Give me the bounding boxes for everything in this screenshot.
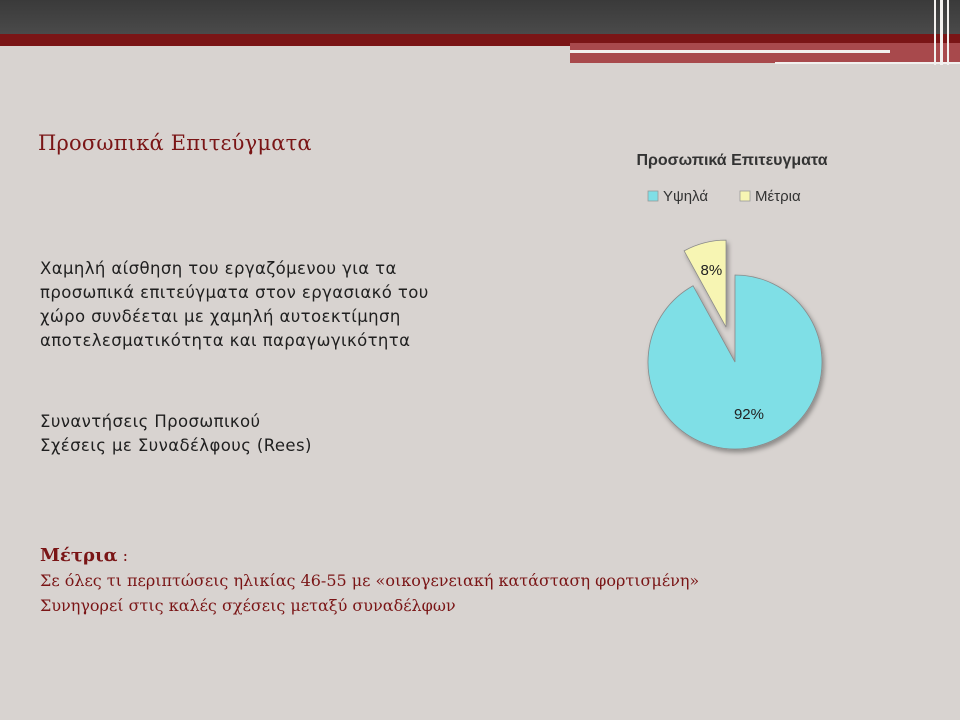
legend-swatch-high [648, 191, 658, 201]
legend-label-medium: Μέτρια [755, 188, 801, 205]
note-line: Σε όλες τι περιπτώσεις ηλικίας 46-55 με «οικογενειακή κατάσταση φορτισμένη» [40, 571, 700, 590]
header-right-shade [570, 43, 960, 63]
pie-label-high: 92% [733, 406, 764, 424]
header-vertical-line [934, 0, 936, 65]
pie-chart [590, 140, 910, 470]
header-red-band [0, 34, 960, 43]
body-paragraph [40, 257, 429, 353]
reference-list [40, 410, 312, 458]
body-line: προσωπικά επιτεύγματα στον εργασιακό του [40, 283, 429, 302]
header-vertical-line [940, 0, 943, 65]
reference-item: Συναντήσεις Προσωπικού [40, 412, 261, 431]
header-white-line-short [775, 62, 960, 64]
chart-title: Προσωπικά Επιτευγματα [636, 152, 828, 169]
legend-swatch-medium [740, 191, 750, 201]
header-white-line [570, 50, 890, 53]
chart-legend [648, 188, 801, 205]
body-line: αποτελεσματικότητα και παραγωγικότητα [40, 331, 411, 350]
pie-label-medium: 8% [700, 261, 723, 279]
note-heading-line [40, 543, 699, 568]
body-line: χώρο συνδέεται με χαμηλή αυτοεκτίμηση [40, 307, 401, 326]
note-block [40, 543, 699, 618]
header-red-accent [0, 43, 570, 46]
note-heading: Μέτρια [40, 545, 118, 566]
note-line: Συνηγορεί στις καλές σχέσεις μεταξύ συναδέλφων [40, 596, 456, 615]
header-dark-band [0, 0, 960, 34]
body-line: Χαμηλή αίσθηση του εργαζόμενου για τα [40, 259, 397, 278]
note-heading-suffix: : [117, 546, 128, 565]
slide-title: Προσωπικά Επιτεύγματα [38, 131, 312, 155]
reference-item: Σχέσεις με Συναδέλφους (Rees) [40, 436, 312, 455]
header-vertical-line [947, 0, 949, 65]
legend-label-high: Υψηλά [663, 188, 708, 205]
